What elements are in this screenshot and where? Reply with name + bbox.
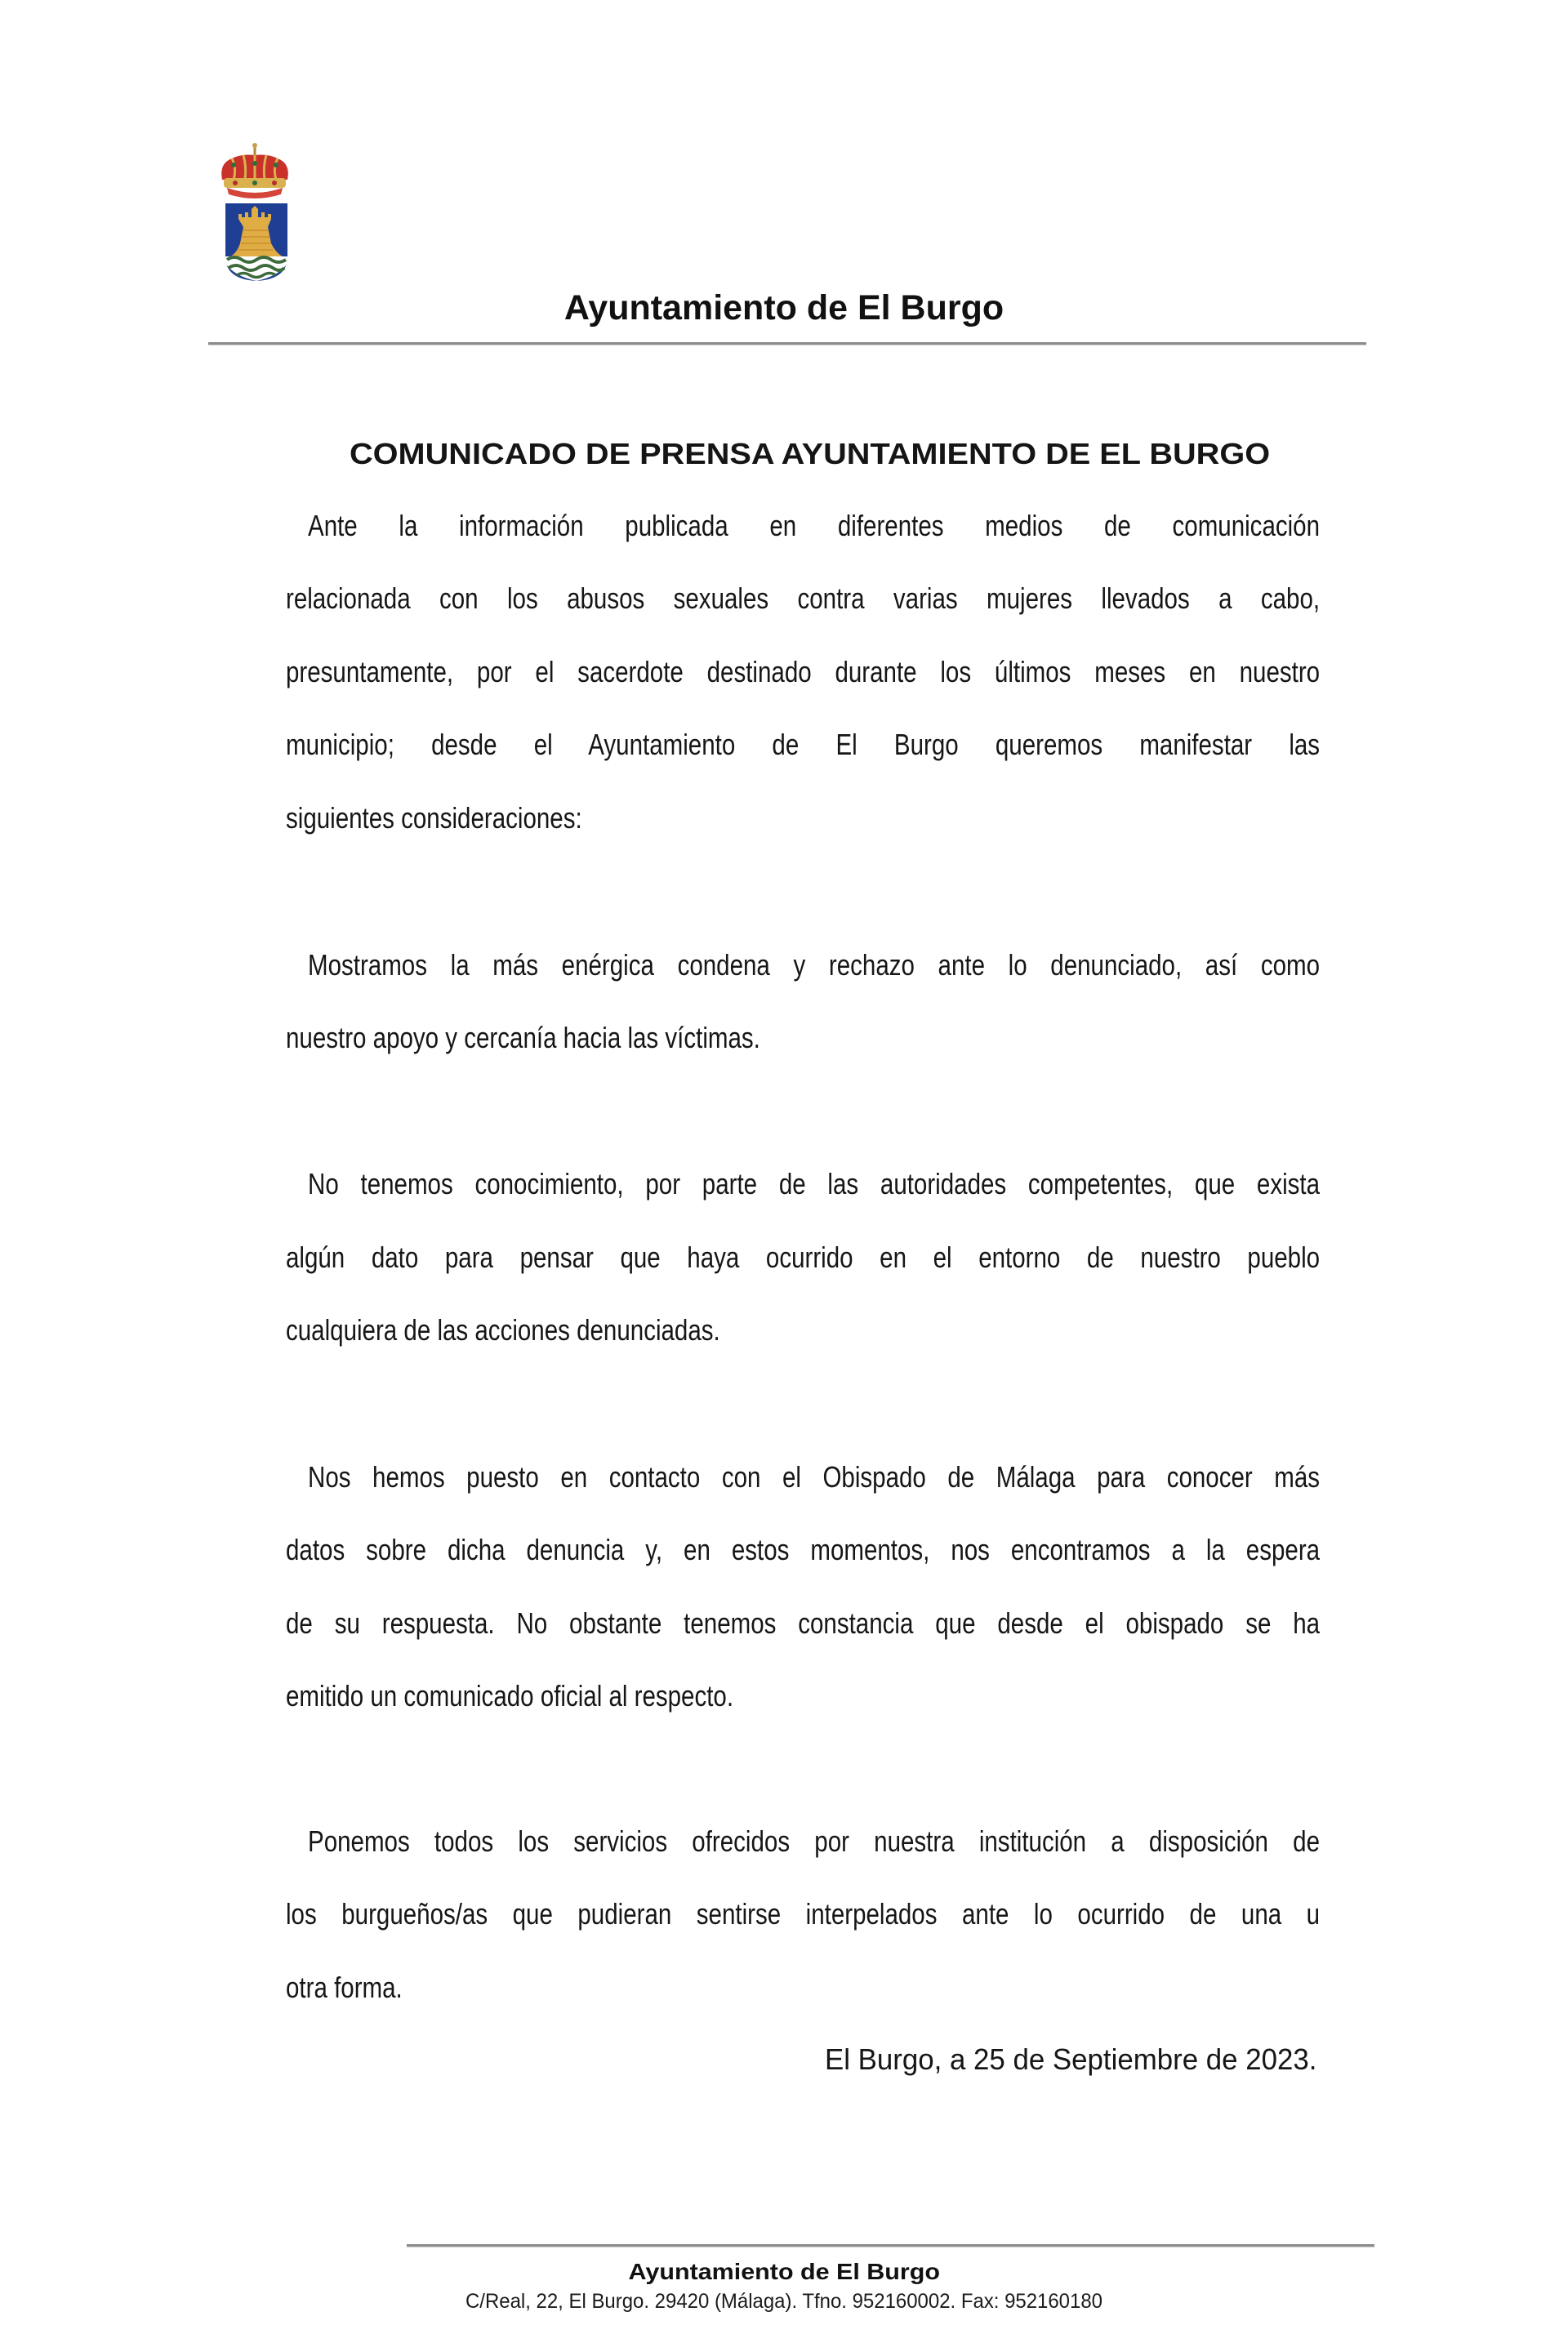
coat-of-arms-logo [214, 140, 296, 287]
paragraph-line: otra forma. [286, 1971, 403, 2004]
paragraph-line: relacionada con los abusos sexuales contra varias mujeres llevados a cabo, [286, 581, 1321, 615]
paragraph-line: Ponemos todos los servicios ofrecidos por nuestra institución a disposición de [308, 1824, 1321, 1858]
coat-of-arms-icon [214, 140, 296, 287]
paragraph-line: siguientes consideraciones: [286, 801, 582, 835]
paragraph-line: los burgueños/as que pudieran sentirse interpelados ante lo ocurrido de una u [286, 1897, 1321, 1931]
paragraph-line: emitido un comunicado oficial al respecto. [286, 1679, 734, 1713]
footer-address-text: C/Real, 22, El Burgo. 29420 (Málaga). Tfno. 952160002. Fax: 952160180 [465, 2290, 1102, 2313]
footer-address [0, 2292, 1568, 2312]
footer-title [0, 2261, 1568, 2283]
paragraph-line: presuntamente, por el sacerdote destinado durante los últimos meses en nuestro [286, 655, 1321, 688]
paragraph-line: municipio; desde el Ayuntamiento de El Burgo queremos manifestar las [286, 728, 1321, 761]
paragraph-line: algún dato para pensar que haya ocurrido en el entorno de nuestro pueblo [286, 1240, 1321, 1274]
paragraph-line: No tenemos conocimiento, por parte de las autoridades competentes, que exista [308, 1167, 1321, 1200]
paragraph-line: cualquiera de las acciones denunciadas. [286, 1313, 720, 1347]
paragraph-line: datos sobre dicha denuncia y, en estos momentos, nos encontramos a la espera [286, 1533, 1321, 1566]
paragraph-line: de su respuesta. No obstante tenemos constancia que desde el obispado se ha [286, 1606, 1321, 1640]
date-line: El Burgo, a 25 de Septiembre de 2023. [825, 2042, 1317, 2076]
footer-divider [407, 2244, 1374, 2247]
header-divider [208, 342, 1366, 345]
press-release-heading: COMUNICADO DE PRENSA AYUNTAMIENTO DE EL BURGO [350, 437, 1271, 470]
header-title: Ayuntamiento de El Burgo [564, 288, 1004, 327]
footer-title-text: Ayuntamiento de El Burgo [628, 2259, 940, 2284]
paragraph-line: Ante la información publicada en diferentes medios de comunicación [308, 509, 1321, 542]
paragraph-line: Nos hemos puesto en contacto con el Obispado de Málaga para conocer más [308, 1460, 1321, 1494]
paragraph-line: Mostramos la más enérgica condena y rechazo ante lo denunciado, así como [308, 948, 1321, 982]
paragraph-line: nuestro apoyo y cercanía hacia las víctimas. [286, 1021, 760, 1054]
